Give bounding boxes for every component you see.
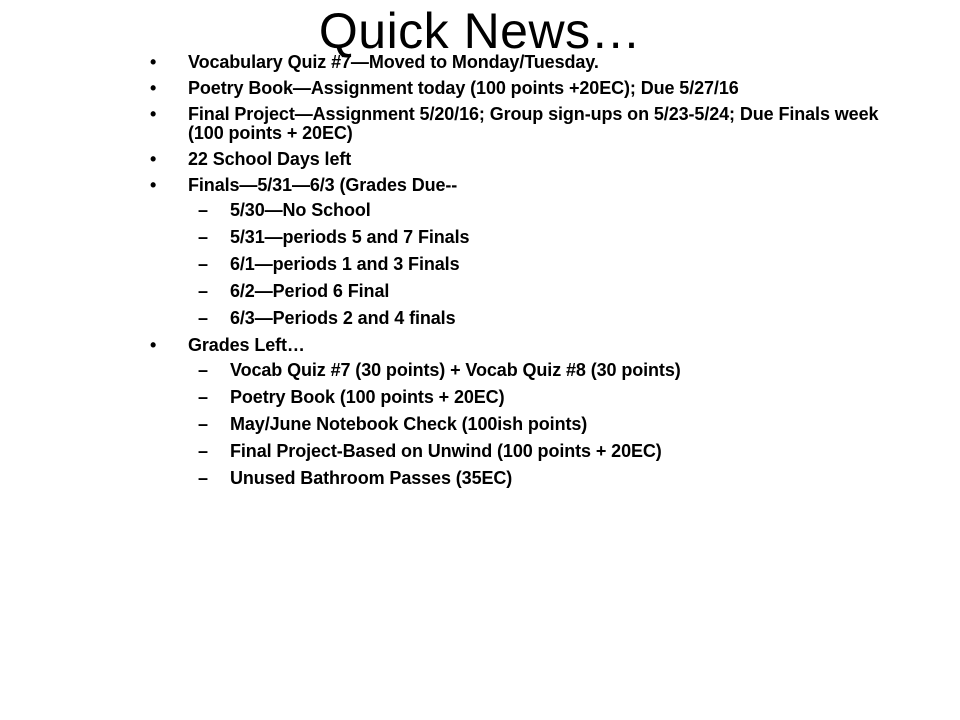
bullet-icon: • [150,149,157,169]
bullet-item [148,79,888,98]
sub-item [148,255,888,274]
bullet-item [148,105,888,143]
sub-item-text: Final Project-Based on Unwind (100 points + 20EC) [230,441,662,461]
finals-sub-list [148,201,888,328]
bullet-item [148,53,888,72]
sub-item [148,442,888,461]
dash-icon: – [198,414,208,434]
dash-icon: – [198,308,208,328]
sub-item-text: 6/1—periods 1 and 3 Finals [230,254,460,274]
dash-icon: – [198,254,208,274]
sub-item-text: Unused Bathroom Passes (35EC) [230,468,513,488]
dash-icon: – [198,441,208,461]
sub-item-text: Vocab Quiz #7 (30 points) + Vocab Quiz #8 (30 points) [230,360,681,380]
sub-item-text: 6/3—Periods 2 and 4 finals [230,308,456,328]
dash-icon: – [198,227,208,247]
sub-item [148,361,888,380]
bullet-text: Finals—5/31—6/3 (Grades Due-- [188,175,458,195]
dash-icon: – [198,468,208,488]
bullet-icon: • [150,52,157,72]
bullet-text: Final Project—Assignment 5/20/16; Group sign-ups on 5/23-5/24; Due Finals week (100 points + 20EC) [188,104,879,143]
bullet-text: Grades Left… [188,335,305,355]
sub-item [148,309,888,328]
sub-item [148,201,888,220]
sub-item-text: 5/31—periods 5 and 7 Finals [230,227,470,247]
sub-item [148,415,888,434]
dash-icon: – [198,200,208,220]
slide-title: Quick News… [318,3,642,59]
bullet-text: Vocabulary Quiz #7—Moved to Monday/Tuesday. [188,52,599,72]
bullet-list [148,53,888,496]
bullet-text: Poetry Book—Assignment today (100 points +20EC); Due 5/27/16 [188,78,739,98]
dash-icon: – [198,387,208,407]
bullet-icon: • [150,335,157,355]
sub-item [148,228,888,247]
sub-item-text: Poetry Book (100 points + 20EC) [230,387,505,407]
bullet-icon: • [150,104,157,124]
bullet-item [148,150,888,169]
bullet-item-grades-left [148,336,888,488]
grades-sub-list [148,361,888,488]
sub-item-text: 6/2—Period 6 Final [230,281,390,301]
sub-item [148,469,888,488]
sub-item-text: May/June Notebook Check (100ish points) [230,414,588,434]
sub-item [148,282,888,301]
dash-icon: – [198,360,208,380]
bullet-text: 22 School Days left [188,149,352,169]
bullet-icon: • [150,78,157,98]
sub-item-text: 5/30—No School [230,200,371,220]
dash-icon: – [198,281,208,301]
bullet-item-finals [148,176,888,328]
sub-item [148,388,888,407]
bullet-icon: • [150,175,157,195]
